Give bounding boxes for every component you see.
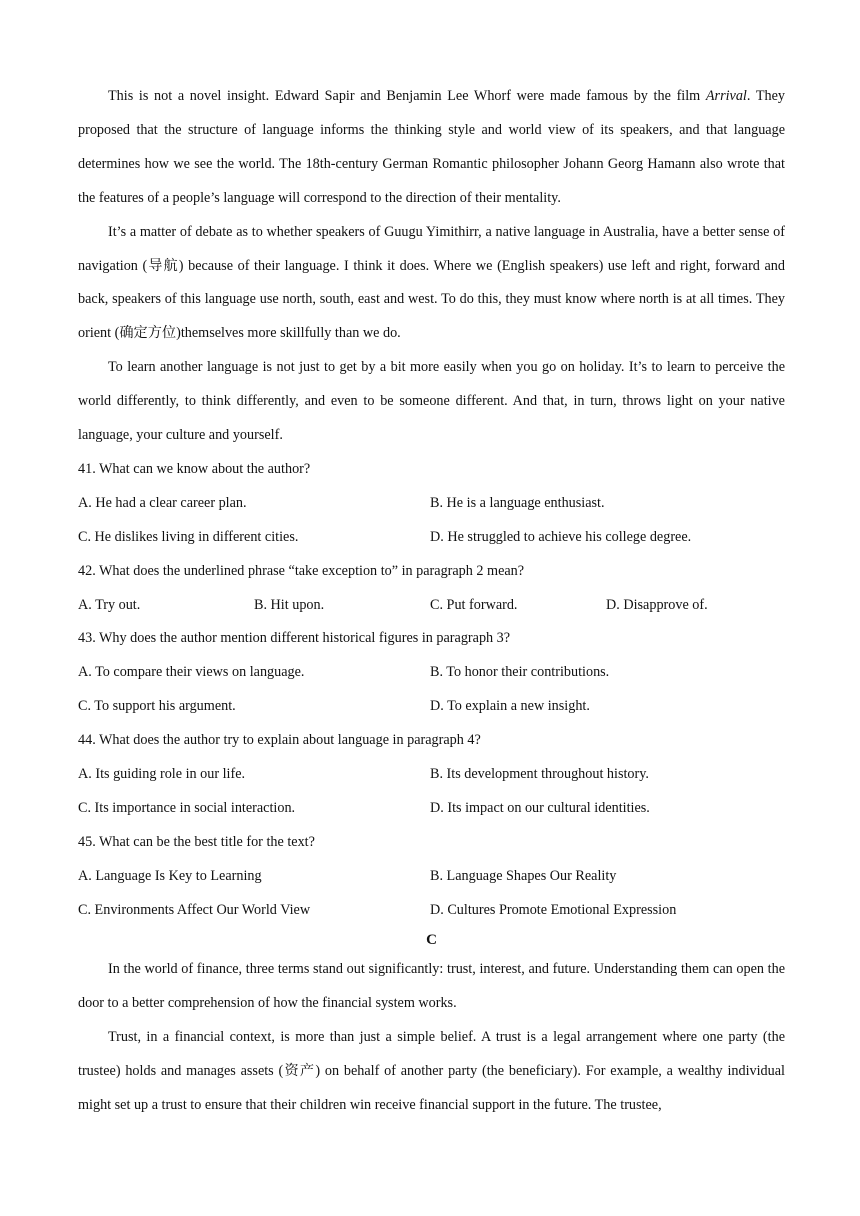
question-44-stem: 44. What does the author try to explain about language in paragraph 4? [78, 732, 481, 749]
option-41-b[interactable]: B. He is a language enthusiast. [430, 494, 605, 511]
option-44-b[interactable]: B. Its development throughout history. [430, 765, 649, 782]
paragraph-finance-intro: In the world of finance, three terms stand out significantly: trust, interest, and future. Understanding them can open the door to a better comprehension of how the financial system works. [78, 961, 785, 1012]
question-44-options-row-1 [78, 758, 785, 792]
option-41-a[interactable]: A. He had a clear career plan. [78, 494, 247, 511]
option-42-c[interactable]: C. Put forward. [430, 596, 518, 613]
option-43-a[interactable]: A. To compare their views on language. [78, 664, 305, 681]
paragraph-text: . They proposed that the structure of language informs the thinking style and world view of its speakers, and that language determines how we see the world. The 18th-century German Romantic philosopher Johann Georg Hamann also wrote that the features of a people’s language will correspond to the direction of their mentality. [78, 88, 785, 206]
option-43-c[interactable]: C. To support his argument. [78, 698, 236, 715]
option-44-c[interactable]: C. Its importance in social interaction. [78, 799, 296, 816]
question-45-stem: 45. What can be the best title for the text? [78, 833, 315, 850]
question-41-stem: 41. What can we know about the author? [78, 460, 311, 477]
option-45-c[interactable]: C. Environments Affect Our World View [78, 901, 311, 918]
option-45-d[interactable]: D. Cultures Promote Emotional Expression [430, 901, 677, 918]
question-45-options-row-2 [78, 894, 785, 928]
question-43-stem: 43. Why does the author mention different historical figures in paragraph 3? [78, 630, 511, 647]
paragraph-guugu-yimithirr: It’s a matter of debate as to whether speakers of Guugu Yimithirr, a native language in Australia, have a better sense of navigation (导航) because of their language. I think it does. Where we (English speakers) use left and right, forward and back, speakers of this language use north, south, east and west. To do this, they must know where north is at all times. They orient (确定方位)themselves more skillfully than we do. [78, 223, 785, 342]
option-44-a[interactable]: A. Its guiding role in our life. [78, 765, 246, 782]
option-43-d[interactable]: D. To explain a new insight. [430, 698, 590, 715]
option-45-a[interactable]: A. Language Is Key to Learning [78, 867, 262, 884]
question-41-options-row-2 [78, 521, 785, 555]
paragraph-arrival [78, 80, 785, 216]
document-page [78, 80, 785, 1123]
option-41-d[interactable]: D. He struggled to achieve his college degree. [430, 528, 692, 545]
paragraph-text: This is not a novel insight. Edward Sapir and Benjamin Lee Whorf were made famous by the film [108, 88, 706, 104]
option-45-b[interactable]: B. Language Shapes Our Reality [430, 867, 617, 884]
option-41-c[interactable]: C. He dislikes living in different cities. [78, 528, 299, 545]
paragraph-trust: Trust, in a financial context, is more than just a simple belief. A trust is a legal arrangement where one party (the trustee) holds and manages assets (资产) on behalf of another party (the beneficiary). For example, a wealthy individual might set up a trust to ensure that their children win receive financial support in the future. The trustee, [78, 1029, 785, 1114]
question-42-options-row [78, 589, 785, 623]
question-43-options-row-2 [78, 690, 785, 724]
film-title: Arrival [705, 88, 747, 104]
option-43-b[interactable]: B. To honor their contributions. [430, 664, 610, 681]
question-44-options-row-2 [78, 792, 785, 826]
question-41-options-row-1 [78, 487, 785, 521]
question-43-options-row-1 [78, 656, 785, 690]
option-42-d[interactable]: D. Disapprove of. [606, 596, 708, 613]
question-45-options-row-1 [78, 860, 785, 894]
section-heading-c: C [426, 932, 437, 949]
option-42-a[interactable]: A. Try out. [78, 596, 141, 613]
paragraph-learn-language: To learn another language is not just to get by a bit more easily when you go on holiday. It’s to learn to perceive the world differently, to think differently, and even to be someone different. And that, in turn, throws light on your native language, your culture and yourself. [78, 359, 785, 444]
option-42-b[interactable]: B. Hit upon. [254, 596, 325, 613]
question-42-stem: 42. What does the underlined phrase “take exception to” in paragraph 2 mean? [78, 562, 525, 579]
option-44-d[interactable]: D. Its impact on our cultural identities. [430, 799, 650, 816]
